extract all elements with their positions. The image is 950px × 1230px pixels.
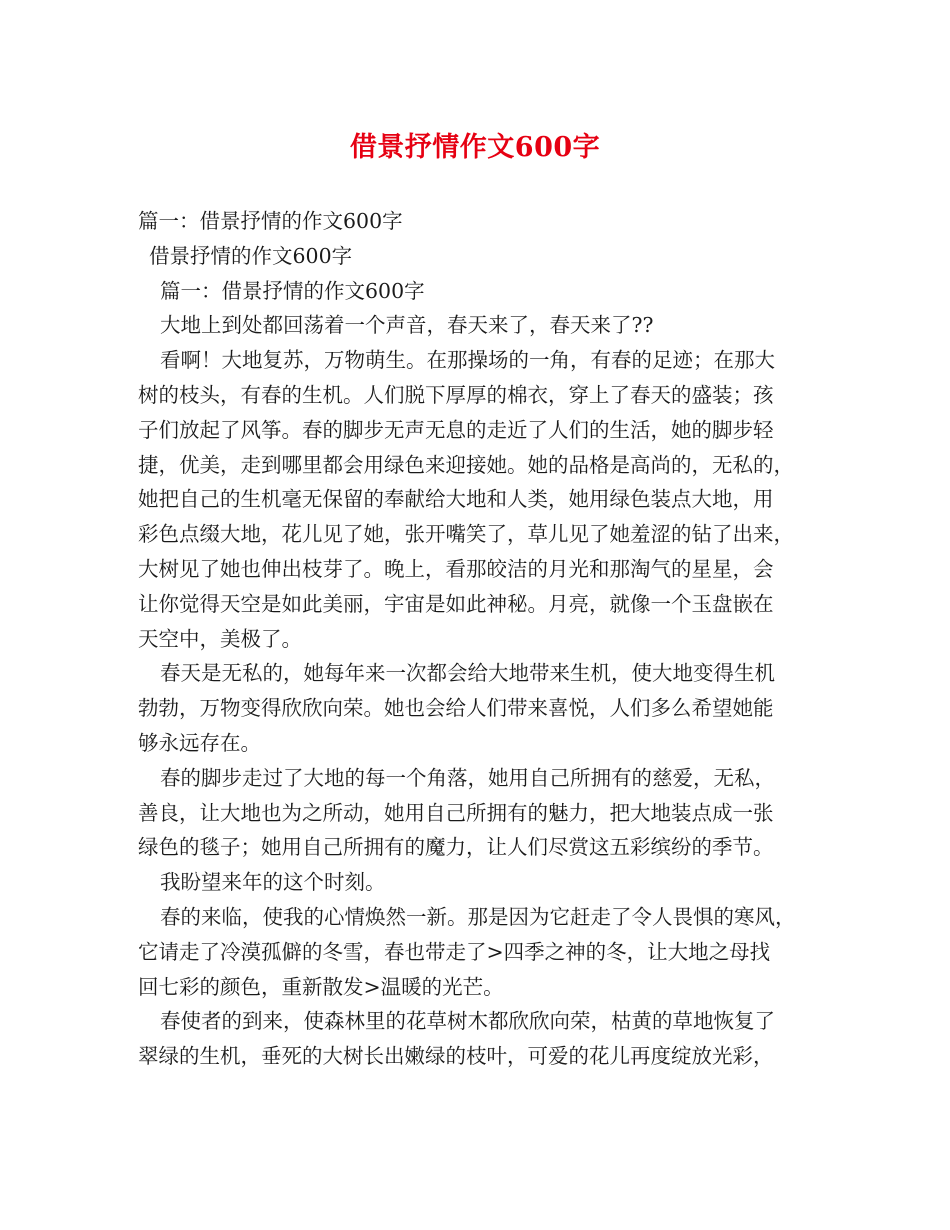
paragraph-line: 春天是无私的，她每年来一次都会给大地带来生机，使大地变得生机 — [160, 661, 775, 686]
paragraph-line: 春使者的到来，使森林里的花草树木都欣欣向荣，枯黄的草地恢复了 — [160, 1009, 775, 1034]
paragraph-line: 勃勃，万物变得欣欣向荣。她也会给人们带来喜悦，人们多么希望她能 — [138, 696, 774, 721]
paragraph-line: 绿色的毯子；她用自己所拥有的魔力，让人们尽赏这五彩缤纷的季节。 — [138, 835, 774, 860]
paragraph-line: 篇一：借景抒情的作文600字 — [160, 278, 425, 303]
paragraph-line: 翠绿的生机，垂死的大树长出嫩绿的枝叶，可爱的花儿再度绽放光彩， — [138, 1044, 774, 1069]
paragraph-line: 让你觉得天空是如此美丽，宇宙是如此神秘。月亮，就像一个玉盘嵌在 — [138, 591, 774, 616]
paragraph-line: 天空中，美极了。 — [138, 626, 302, 651]
paragraph-line: 子们放起了风筝。春的脚步无声无息的走近了人们的生活，她的脚步轻 — [138, 417, 774, 442]
paragraph-line: 篇一：借景抒情的作文600字 — [138, 209, 403, 233]
paragraph-line: 够永远存在。 — [138, 730, 261, 755]
paragraph-line: 它请走了冷漠孤僻的冬雪，春也带走了>四季之神的冬，让大地之母找 — [138, 939, 771, 964]
paragraph-line: 彩色点缀大地，花儿见了她，张开嘴笑了，草儿见了她羞涩的钻了出来， — [138, 522, 794, 547]
paragraph-line: 善良，让大地也为之所动，她用自己所拥有的魅力，把大地装点成一张 — [138, 800, 774, 825]
paragraph-line: 大地上到处都回荡着一个声音，春天来了，春天来了?? — [160, 313, 654, 338]
paragraph-line: 我盼望来年的这个时刻。 — [160, 870, 386, 895]
paragraph-line: 回七彩的颜色，重新散发>温暖的光芒。 — [138, 974, 504, 999]
paragraph-line: 借景抒情的作文600字 — [149, 243, 353, 268]
paragraph-line: 春的来临，使我的心情焕然一新。那是因为它赶走了令人畏惧的寒风， — [160, 904, 796, 929]
paragraph-line: 捷，优美，走到哪里都会用绿色来迎接她。她的品格是高尚的，无私的， — [138, 452, 794, 477]
paragraph-line: 春的脚步走过了大地的每一个角落，她用自己所拥有的慈爱，无私， — [160, 765, 775, 790]
paragraph-line: 树的枝头，有春的生机。人们脱下厚厚的棉衣，穿上了春天的盛装；孩 — [138, 382, 774, 407]
document-title: 借景抒情作文600字 — [349, 132, 601, 163]
paragraph-line: 大树见了她也伸出枝芽了。晚上，看那皎洁的月光和那淘气的星星，会 — [138, 556, 774, 581]
paragraph-line: 看啊！大地复苏，万物萌生。在那操场的一角，有春的足迹；在那大 — [160, 348, 775, 373]
paragraph-line: 她把自己的生机毫无保留的奉献给大地和人类，她用绿色装点大地，用 — [138, 487, 774, 512]
document-body — [138, 204, 818, 1074]
